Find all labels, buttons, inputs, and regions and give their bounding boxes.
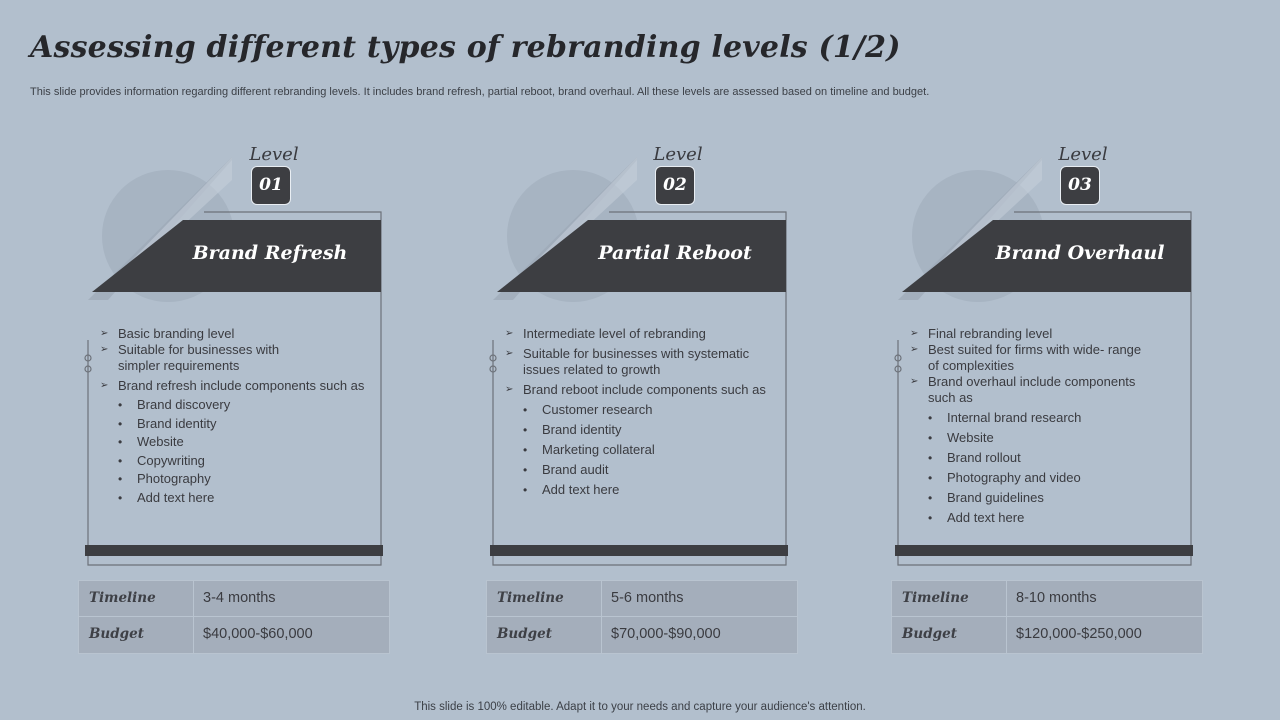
sub-list-item: • Internal brand research [908, 410, 1188, 426]
sub-list-item: • Add text here [908, 510, 1188, 526]
timeline-label: Timeline [902, 590, 969, 606]
level-label: Level [249, 144, 299, 165]
sub-list-item: • Brand rollout [908, 450, 1188, 466]
card-content [98, 326, 378, 509]
slide-footer: This slide is 100% editable. Adapt it to your needs and capture your audience's attention. [414, 701, 866, 713]
sub-list-item: • Brand identity [98, 416, 378, 432]
timeline-row [892, 581, 1202, 616]
timeline-value: 5-6 months [611, 590, 684, 606]
sub-list-item: • Website [908, 430, 1188, 446]
list-item [908, 374, 1188, 406]
sub-list-item: • Brand audit [503, 462, 783, 478]
list-item [908, 342, 1188, 374]
level-card-1 [78, 0, 408, 720]
list-item-text: simpler requirements [118, 358, 240, 373]
budget-label: Budget [902, 626, 957, 642]
level-label: Level [1058, 144, 1108, 165]
list-item: ➢ Basic branding level [98, 326, 378, 342]
list-item-text: Suitable for businesses with [118, 342, 280, 357]
timeline-label: Timeline [497, 590, 564, 606]
timeline-value: 8-10 months [1016, 590, 1097, 606]
budget-value: $120,000-$250,000 [1016, 626, 1142, 642]
sub-list-item: • Photography [98, 471, 378, 487]
timeline-row [79, 581, 389, 616]
card-content [908, 326, 1188, 530]
budget-value: $40,000-$60,000 [203, 626, 313, 642]
list-item-text: Suitable for businesses with systematic [523, 346, 750, 361]
timeline-budget-table [486, 580, 798, 654]
sub-list-item: • Brand discovery [98, 397, 378, 413]
budget-label: Budget [497, 626, 552, 642]
level-number-badge: 03 [1060, 166, 1100, 205]
card-title: Brand Refresh [192, 242, 348, 264]
list-item-text: issues related to growth [523, 362, 661, 377]
sub-list-item: • Photography and video [908, 470, 1188, 486]
level-number-badge: 02 [655, 166, 695, 205]
timeline-label: Timeline [89, 590, 156, 606]
list-item [98, 342, 378, 374]
list-item: ➢ Final rebranding level [908, 326, 1188, 342]
sub-list-item: • Copywriting [98, 453, 378, 469]
budget-row [487, 616, 797, 652]
budget-row [892, 616, 1202, 652]
sub-list-item: • Add text here [503, 482, 783, 498]
level-card-3 [888, 0, 1218, 720]
card-title: Brand Overhaul [995, 242, 1165, 264]
sub-list-item: • Brand guidelines [908, 490, 1188, 506]
list-item: ➢ Brand refresh include components such as [98, 378, 378, 394]
timeline-row [487, 581, 797, 616]
card-content [503, 326, 783, 502]
level-label: Level [653, 144, 703, 165]
timeline-budget-table [891, 580, 1203, 654]
level-number-badge: 01 [251, 166, 291, 205]
list-item: ➢ Brand reboot include components such as [503, 382, 783, 398]
sub-list-item: • Customer research [503, 402, 783, 418]
sub-list-item: • Website [98, 434, 378, 450]
slide-title: Assessing different types of rebranding levels (1/2) [30, 30, 901, 65]
timeline-budget-table [78, 580, 390, 654]
sub-list-item: • Brand identity [503, 422, 783, 438]
budget-label: Budget [89, 626, 144, 642]
sub-list-item: • Marketing collateral [503, 442, 783, 458]
list-item: ➢ Intermediate level of rebranding [503, 326, 783, 342]
list-item-text: Best suited for firms with wide- range [928, 342, 1142, 357]
list-item-text: such as [928, 390, 973, 405]
list-item-text: of complexities [928, 358, 1014, 373]
budget-value: $70,000-$90,000 [611, 626, 721, 642]
slide-subtitle: This slide provides information regarding different rebranding levels. It includes brand refresh, partial reboot, brand overhaul. All these levels are assessed based on timeline and budget. [30, 86, 930, 98]
list-item-text: Brand overhaul include components [928, 374, 1136, 389]
timeline-value: 3-4 months [203, 590, 276, 606]
card-title: Partial Reboot [598, 242, 752, 264]
budget-row [79, 616, 389, 652]
level-card-2 [483, 0, 813, 720]
sub-list-item: • Add text here [98, 490, 378, 506]
list-item [503, 346, 783, 378]
